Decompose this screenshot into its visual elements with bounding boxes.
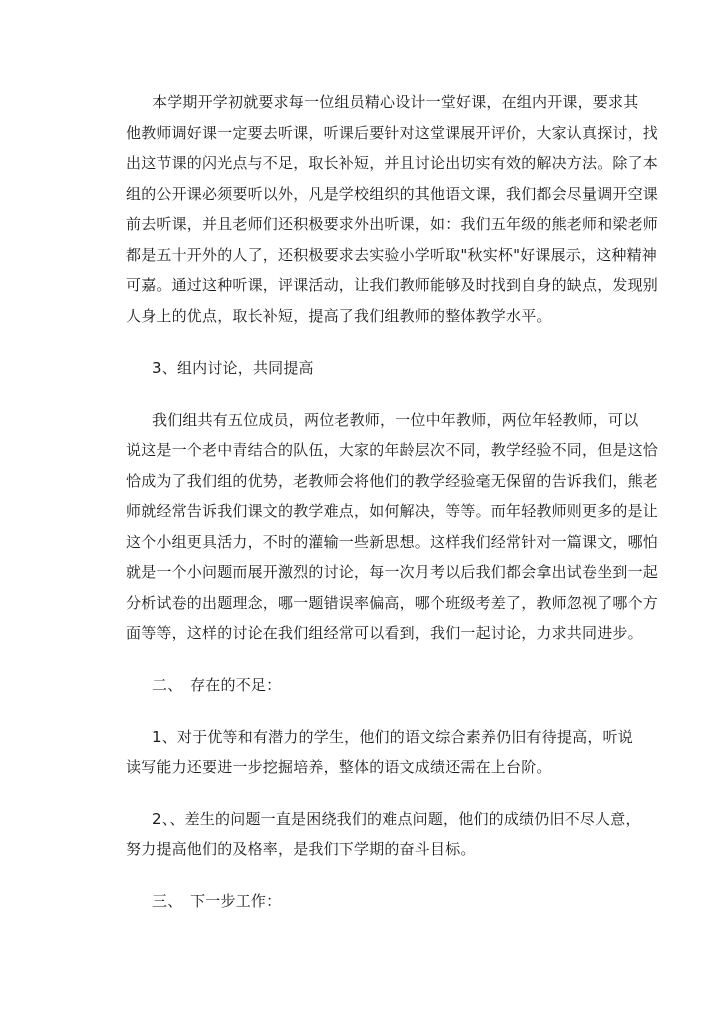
paragraph-1-line: 前去听课，并且老师们还积极要求外出听课，如：我们五年级的熊老师和梁老师 (126, 215, 659, 233)
paragraph-4-line: 努力提高他们的及格率，是我们下学期的奋斗目标。 (126, 840, 476, 858)
section-heading-3: 3、组内讨论，共同提高 (152, 359, 314, 377)
paragraph-1-line: 出这节课的闪光点与不足，取长补短，并且讨论出切实有效的解决方法。除了本 (126, 154, 659, 172)
paragraph-1-line: 他教师调好课一定要去听课，听课后要针对这堂课展开评价，大家认真探讨，找 (126, 124, 659, 142)
section-heading-deficiencies: 二、 存在的不足： (152, 676, 282, 694)
paragraph-1-line: 人身上的优点，取长补短，提高了我们组教师的整体教学水平。 (126, 307, 552, 325)
paragraph-2-line: 分析试卷的出题理念，哪一题错误率偏高，哪个班级考差了，教师忽视了哪个方 (126, 594, 659, 612)
section-heading-next-steps: 三、 下一步工作： (152, 892, 282, 910)
paragraph-2-line: 面等等，这样的讨论在我们组经常可以看到，我们一起讨论，力求共同进步。 (126, 624, 643, 642)
paragraph-1-line: 都是五十开外的人了，还积极要求去实验小学听取"秋实杯"好课展示，这种精神 (126, 246, 658, 264)
paragraph-3-line: 1、对于优等和有潜力的学生，他们的语文综合素养仍旧有待提高，听说 (152, 728, 633, 746)
paragraph-1-line: 可嘉。通过这种听课，评课活动，让我们教师能够及时找到自身的缺点，发现别 (126, 276, 659, 294)
paragraph-2-line: 这个小组更具活力，不时的灌输一些新思想。这样我们经常针对一篇课文，哪怕 (126, 533, 659, 551)
paragraph-4-line: 2、、差生的问题一直是困绕我们的难点问题，他们的成绩仍旧不尽人意， (152, 810, 641, 828)
paragraph-1-line: 组的公开课必须要听以外，凡是学校组织的其他语文课，我们都会尽量调开空课 (126, 185, 659, 203)
paragraph-2-line: 我们组共有五位成员，两位老教师，一位中年教师，两位年轻教师，可以 (152, 411, 639, 429)
paragraph-2-line: 说这是一个老中青结合的队伍，大家的年龄层次不同，教学经验不同，但是这恰 (126, 441, 659, 459)
paragraph-2-line: 就是一个小问题而展开激烈的讨论，每一次月考以后我们都会拿出试卷坐到一起 (126, 563, 659, 581)
paragraph-2-line: 师就经常告诉我们课文的教学难点，如何解决，等等。而年轻教师则更多的是让 (126, 502, 659, 520)
paragraph-1-line: 本学期开学初就要求每一位组员精心设计一堂好课，在组内开课，要求其 (152, 93, 639, 111)
paragraph-2-line: 恰成为了我们组的优势，老教师会将他们的教学经验毫无保留的告诉我们，熊老 (126, 472, 659, 490)
paragraph-3-line: 读写能力还要进一步挖掘培养，整体的语文成绩还需在上台阶。 (126, 758, 552, 776)
